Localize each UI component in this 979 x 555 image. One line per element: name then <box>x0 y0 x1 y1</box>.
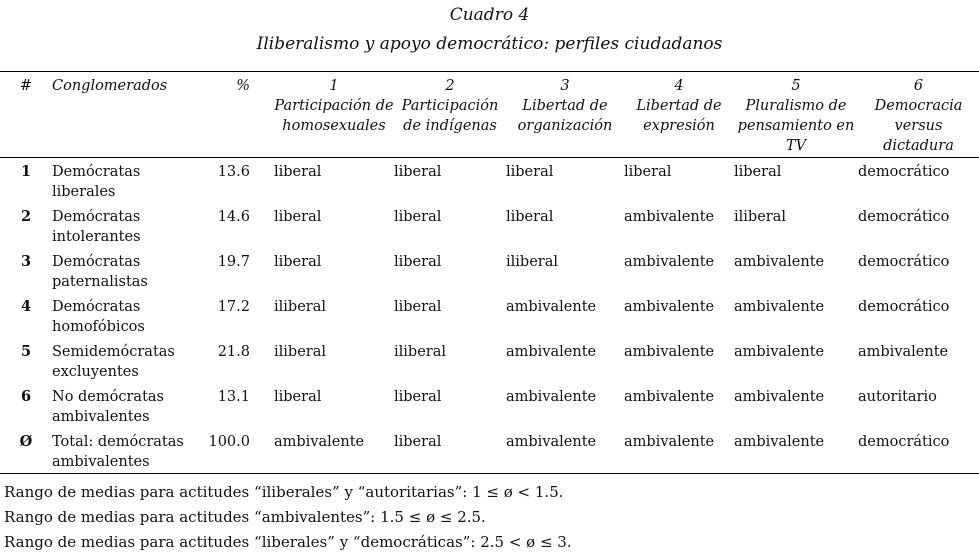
row-index: 3 <box>20 253 32 270</box>
header-col-5: 5 Pluralismo de pensamiento en TV <box>734 72 858 158</box>
cell-value-col-1: liberal <box>274 209 322 225</box>
cell-value-col-2: liberal <box>394 299 442 315</box>
cell-value-col-5: liberal <box>734 164 782 180</box>
table-row <box>0 248 979 293</box>
cell-value-col-6: ambivalente <box>858 344 949 360</box>
cell-value-col-5: ambivalente <box>734 344 825 360</box>
cell-value-col-2: liberal <box>394 389 442 405</box>
header-num: # <box>0 72 52 158</box>
cell-value-col-5: ambivalente <box>734 254 825 270</box>
cell-value-col-2: liberal <box>394 164 442 180</box>
note-ambivalente: Rango de medias para actitudes “ambivalentes”: 1.5 ≤ ø ≤ 2.5. <box>4 508 486 526</box>
cell-value-col-6: autoritario <box>858 389 937 405</box>
cell-value-col-6: democrático <box>858 299 950 315</box>
cluster-name: Demócratas homofóbicos <box>52 299 145 335</box>
cell-value-col-3: ambivalente <box>506 389 597 405</box>
table-row <box>0 158 979 204</box>
cell-value-col-5: ambivalente <box>734 389 825 405</box>
table-row <box>0 428 979 474</box>
cluster-percent: 17.2 <box>217 299 250 315</box>
header-pct: % <box>204 72 274 158</box>
data-table <box>0 71 979 474</box>
cell-value-col-2: liberal <box>394 428 506 474</box>
cluster-percent: 21.8 <box>217 344 250 360</box>
cluster-percent: 19.7 <box>217 254 250 270</box>
cell-value-col-5: iliberal <box>734 209 786 225</box>
cluster-name: Total: demócratas ambivalentes <box>52 428 204 474</box>
table-row <box>0 203 979 248</box>
cluster-percent: 13.1 <box>217 389 250 405</box>
row-index: 5 <box>20 343 32 360</box>
table-row <box>0 293 979 338</box>
header-col-1: 1 Participación de homosexuales <box>274 72 394 158</box>
header-col-4: 4 Libertad de expresión <box>624 72 734 158</box>
cell-value-col-1: liberal <box>274 254 322 270</box>
row-index: 2 <box>20 208 32 225</box>
cell-value-col-2: iliberal <box>394 344 446 360</box>
cell-value-col-3: liberal <box>506 209 554 225</box>
cluster-name: Demócratas liberales <box>52 164 141 200</box>
cell-value-col-5: ambivalente <box>734 428 858 474</box>
cluster-percent: 14.6 <box>217 209 250 225</box>
cell-value-col-1: ambivalente <box>274 428 394 474</box>
notes <box>4 480 572 555</box>
header-group: Conglomerados <box>52 72 204 158</box>
cell-value-col-4: ambivalente <box>624 299 715 315</box>
cluster-name: Demócratas paternalistas <box>52 254 148 290</box>
cell-value-col-6: democrático <box>858 209 950 225</box>
table-row <box>0 383 979 428</box>
cell-value-col-5: ambivalente <box>734 299 825 315</box>
cell-value-col-3: ambivalente <box>506 428 624 474</box>
cell-value-col-4: ambivalente <box>624 389 715 405</box>
cell-value-col-3: liberal <box>506 164 554 180</box>
note-liberal: Rango de medias para actitudes “liberales” y “democráticas”: 2.5 < ø ≤ 3. <box>4 533 572 551</box>
cluster-percent: 100.0 <box>204 428 274 474</box>
row-index: 6 <box>20 388 32 405</box>
table-title: Iliberalismo y apoyo democrático: perfiles ciudadanos <box>256 34 723 54</box>
cell-value-col-1: iliberal <box>274 344 326 360</box>
cell-value-col-4: ambivalente <box>624 344 715 360</box>
row-index: Ø <box>0 428 52 474</box>
cell-value-col-6: democrático <box>858 254 950 270</box>
header-col-2: 2 Participación de indígenas <box>394 72 506 158</box>
row-index: 4 <box>20 298 32 315</box>
header-row <box>0 72 979 158</box>
header-col-3: 3 Libertad de organización <box>506 72 624 158</box>
note-iliberal: Rango de medias para actitudes “iliberales” y “autoritarias”: 1 ≤ ø < 1.5. <box>4 483 564 501</box>
cell-value-col-4: ambivalente <box>624 428 734 474</box>
cell-value-col-3: ambivalente <box>506 344 597 360</box>
cell-value-col-4: ambivalente <box>624 209 715 225</box>
row-index: 1 <box>20 163 32 180</box>
cell-value-col-1: liberal <box>274 389 322 405</box>
cell-value-col-6: democrático <box>858 428 979 474</box>
table-row <box>0 338 979 383</box>
cell-value-col-3: iliberal <box>506 254 558 270</box>
cell-value-col-1: iliberal <box>274 299 326 315</box>
cluster-name: Semidemócratas excluyentes <box>52 344 175 380</box>
cell-value-col-4: liberal <box>624 164 672 180</box>
cell-value-col-2: liberal <box>394 209 442 225</box>
cell-value-col-1: liberal <box>274 164 322 180</box>
table-number: Cuadro 4 <box>449 5 530 25</box>
cell-value-col-6: democrático <box>858 164 950 180</box>
header-col-6: 6 Democracia versus dictadura <box>858 72 979 158</box>
cluster-name: No demócratas ambivalentes <box>52 389 164 425</box>
cell-value-col-3: ambivalente <box>506 299 597 315</box>
cell-value-col-2: liberal <box>394 254 442 270</box>
cluster-name: Demócratas intolerantes <box>52 209 141 245</box>
cell-value-col-4: ambivalente <box>624 254 715 270</box>
cluster-percent: 13.6 <box>217 164 250 180</box>
